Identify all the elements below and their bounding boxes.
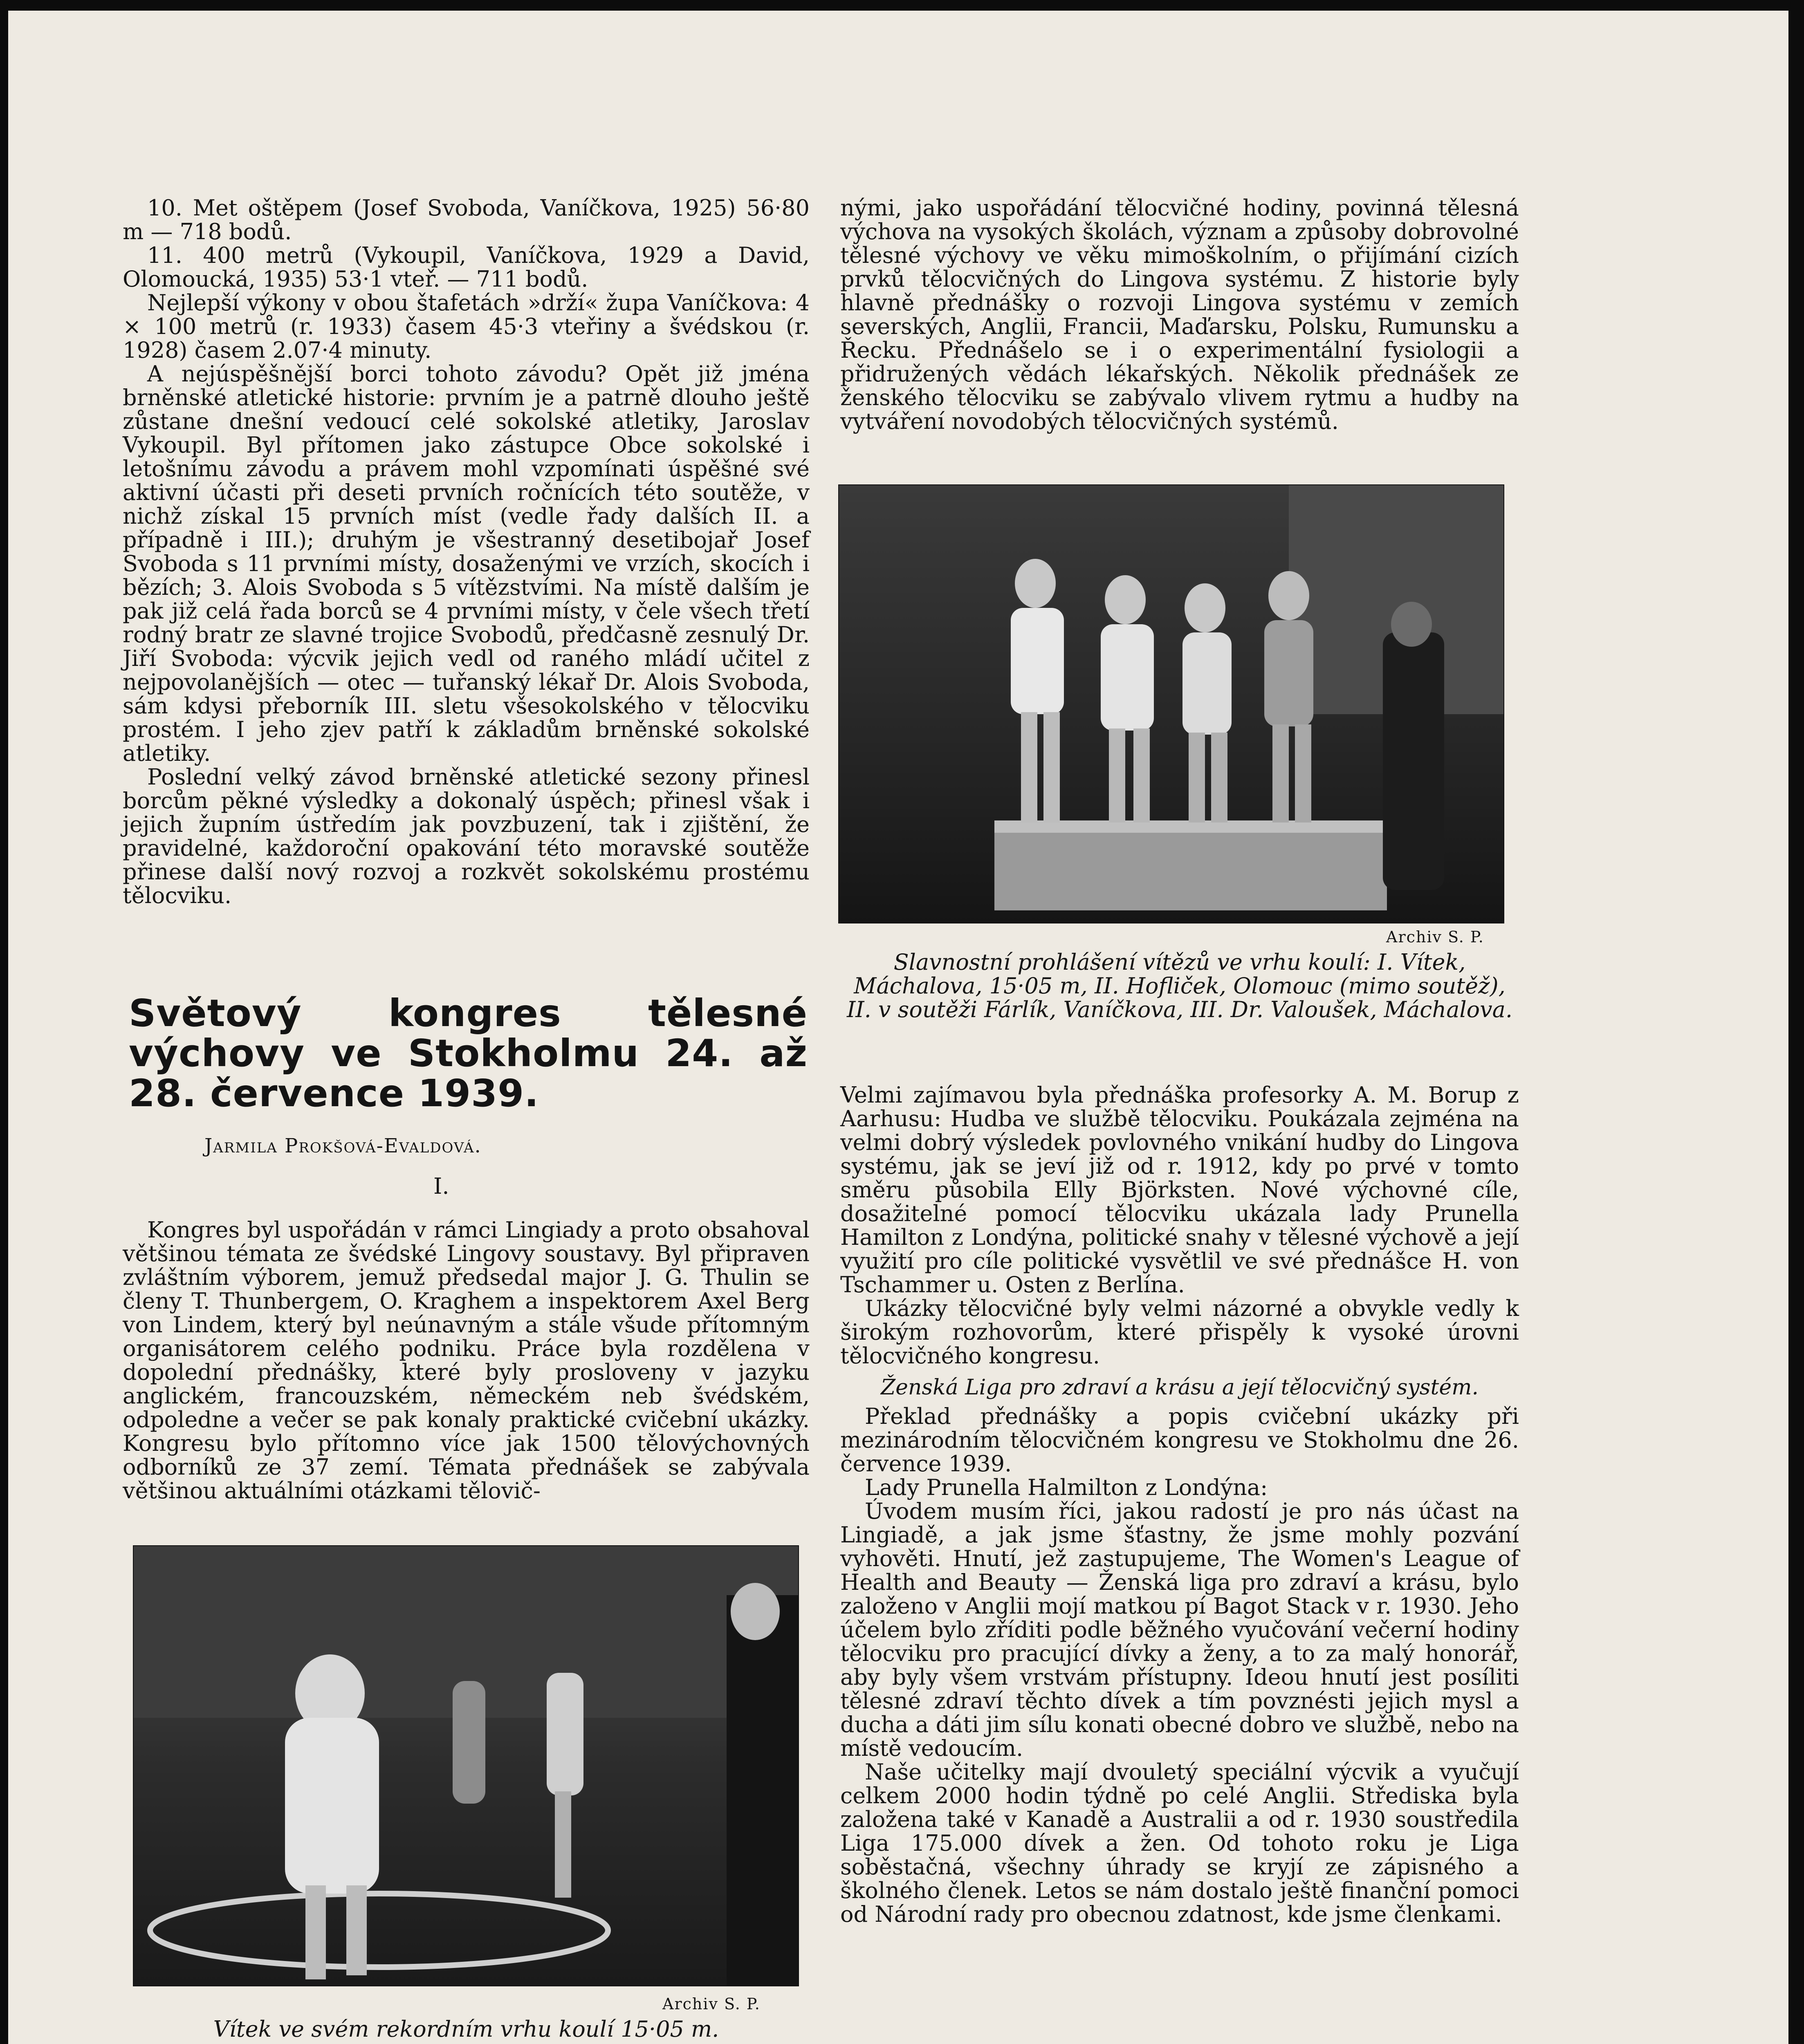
photo-credit: Archiv S. P.	[662, 1995, 761, 2013]
paragraph: Kongres byl uspořádán v rámci Lingiady a proto obsahoval většinou témata ze švédské Lingovy soustavy. Byl připraven zvláštním výborem, jemuž předsedal major J. G. Thulin se členy T. Thunbergem, O. Kraghem a inspektorem Axel Berg von Lindem, který byl neúnavným a stále všude přítomným organisátorem celého podniku. Práce byla rozdělena v dopolední přednášky, které byly prosloveny v jazyku anglickém, francouzském, německém neb švédském, odpoledne a večer se pak konaly praktické cvičební ukázky. Kongresu bylo přítomno více jak 1500 tělovýchovných odborníků ze 37 zemí. Témata přednášek se zabývala většinou aktuálními otázkami tělovič-	[123, 1217, 810, 1504]
scan-border-right	[1788, 0, 1804, 2044]
right-column-top	[840, 196, 1519, 433]
paragraph: Úvodem musím říci, jakou radostí je pro nás účast na Lingiadě, a jak jsme šťastny, že jsme mohly pozvání vyhověti. Hnutí, jež zastupujeme, The Women's League of Health and Beauty — Ženská liga pro zdraví a krásu, bylo založeno v Anglii mojí matkou pí Bagot Stack v r. 1930. Jeho účelem bylo zříditi podle běžného vyučování večerní hodiny tělocviku pro pracující dívky a ženy, a to za malý honorář, aby byly všem vrstvám přístupny. Ideou hnutí jest posíliti tělesné zdraví těchto dívek a tím povznésti jejich mysl a ducha a dáti jim sílu konati obecné dobro ve službě, nebo na místě vedoucím.	[840, 1498, 1519, 1761]
paragraph: Nejlepší výkony v obou štafetách »drží« župa Vaníčkova: 4 × 100 metrů (r. 1933) časem 45·3 vteřiny a švédskou (r. 1928) časem 2.07·4 minuty.	[123, 290, 810, 363]
left-column-top	[123, 196, 810, 908]
paragraph: Velmi zajímavou byla přednáška profesorky A. M. Borup z Aarhusu: Hudba ve službě tělocviku. Poukázala zejména na velmi dobrý výsledek povlovného vnikání hudby do Lingova systému, jak se jeví již od r. 1912, kdy po prvé v tomto směru působila Elly Björksten. Nové výchovné cíle, dosažitelné pomocí tělocviku ukázala lady Prunella Hamilton z Londýna, politické snahy v tělesné výchově a její využití pro cíle politické vysvětlil ve své přednášce H. von Tschammer u. Osten z Berlína.	[840, 1082, 1519, 1298]
paragraph: A nejúspěšnější borci tohoto závodu? Opět již jména brněnské atletické historie: prvním je a patrně dlouho ještě zůstane dnešní vedoucí celé sokolské atletiky, Jaroslav Vykoupil. Byl přítomen jako zástupce Obce sokolské i letošnímu závodu a právem mohl vzpomínati úspěšné své aktivní účasti při deseti prvních ročnících této soutěže, v nichž získal 15 prvních míst (vedle řady dalších II. a případně i III.); druhým je všestranný desetibojař Josef Svoboda s 11 prvními místy, dosaženými ve vrzích, skocích i bězích; 3. Alois Svoboda s 5 vítězstvími. Na místě dalším je pak již celá řada borců se 4 prvními místy, v čele všech třetí rodný bratr ze slavné trojice Svobodů, předčasně zesnulý Dr. Jiří Svoboda: výcvik jejich vedl od raného mládí učitel z nejpovolanějších — otec — tuřanský lékař Dr. Alois Svoboda, sám kdysi přeborník III. sletu všesokolského v tělocviku prostém. I jeho zjev patří k základům brněnské sokolské atletiky.	[123, 361, 810, 766]
intro-paragraph: Překlad přednášky a popis cvičební ukázky při mezinárodním tělocvičném kongresu ve Stokholmu dne 26. července 1939.	[840, 1403, 1519, 1477]
photo-shot-put-image	[134, 1546, 798, 1986]
photo-caption: Vítek ve svém rekordním vrhu koulí 15·05 m.	[213, 2016, 719, 2042]
photo-caption: Slavnostní prohlášení vítězů ve vrhu koulí: I. Vítek, Máchalova, 15·05 m, II. Hofliček, Olomouc (mimo soutěž), II. v soutěži Fárlík, Vaníčkova, III. Dr. Valoušek, Máchalova.	[846, 949, 1513, 1022]
paragraph: 11. 400 metrů (Vykoupil, Vaníčkova, 1929 a David, Olomoucká, 1935) 53·1 vteř. — 711 bodů.	[123, 242, 810, 292]
left-column-article	[123, 1218, 810, 1503]
scan-border-top	[0, 0, 1804, 11]
speaker: Lady Prunella Halmilton z Londýna:	[865, 1475, 1268, 1500]
article-title: Světový kongres tělesné výchovy ve Stokholmu 24. až 28. července 1939.	[129, 991, 808, 1115]
paragraph: 10. Met oštěpem (Josef Svoboda, Vaníčkova, 1925) 56·80 m — 718 bodů.	[123, 195, 810, 244]
paragraph: Poslední velký závod brněnské atletické sezony přinesl borcům pěkné výsledky a dokonalý úspěch; přinesl však i jejich župním ústředím jak povzbuzení, tak i zjištění, že pravidelné, každoroční opakování této moravské soutěže přinese další nový rozvoj a rozkvět sokolskému prostému tělocviku.	[123, 764, 810, 908]
photo-podium	[838, 484, 1504, 923]
section-number: I.	[433, 1173, 449, 1199]
paragraph: nými, jako uspořádání tělocvičné hodiny, povinná tělesná výchova na vysokých školách, význam a způsoby dobrovolné tělesné výchovy ve věku mimoškolním, o přijímání cizích prvků tělocvičných do Lingova systému. Z historie byly hlavně přednášky o rozvoji Lingova systému v zemích severských, Anglii, Francii, Maďarsku, Polsku, Rumunsku a Řecku. Přednášelo se i o experimentální fysiologii a přidružených vědách lékařských. Několik přednášek ze ženského tělocviku se zabývalo vlivem rytmu a hudby na vytváření novodobých tělocvičných systémů.	[840, 195, 1519, 434]
photo-podium-image	[839, 485, 1503, 923]
right-column-bottom	[840, 1083, 1519, 1926]
paragraph: Naše učitelky mají dvouletý speciální výcvik a vyučují celkem 2000 hodin týdně po celé Anglii. Střediska byla založena také v Kanadě a Australii a od r. 1930 soustředila Liga 175.000 dívek a žen. Od tohoto roku je Liga soběstačná, všechny úhrady se kryjí ze zápisného a školného členek. Letos se nám dostalo ještě finanční pomoci od Národní rady pro obecnou zdatnost, kde jsme členkami.	[840, 1759, 1519, 1927]
paragraph: Ukázky tělocvičné byly velmi názorné a obvykle vedly k širokým rozhovorům, které přispěly k vysoké úrovni tělocvičného kongresu.	[840, 1295, 1519, 1369]
photo-credit: Archiv S. P.	[1386, 928, 1484, 946]
byline: Jarmila Prokšová-Evaldová.	[204, 1134, 482, 1157]
section-subhead: Ženská Liga pro zdraví a krásu a její tělocvičný systém.	[881, 1375, 1479, 1400]
scan-border-left	[0, 0, 8, 2044]
photo-shot-put	[133, 1545, 799, 1986]
